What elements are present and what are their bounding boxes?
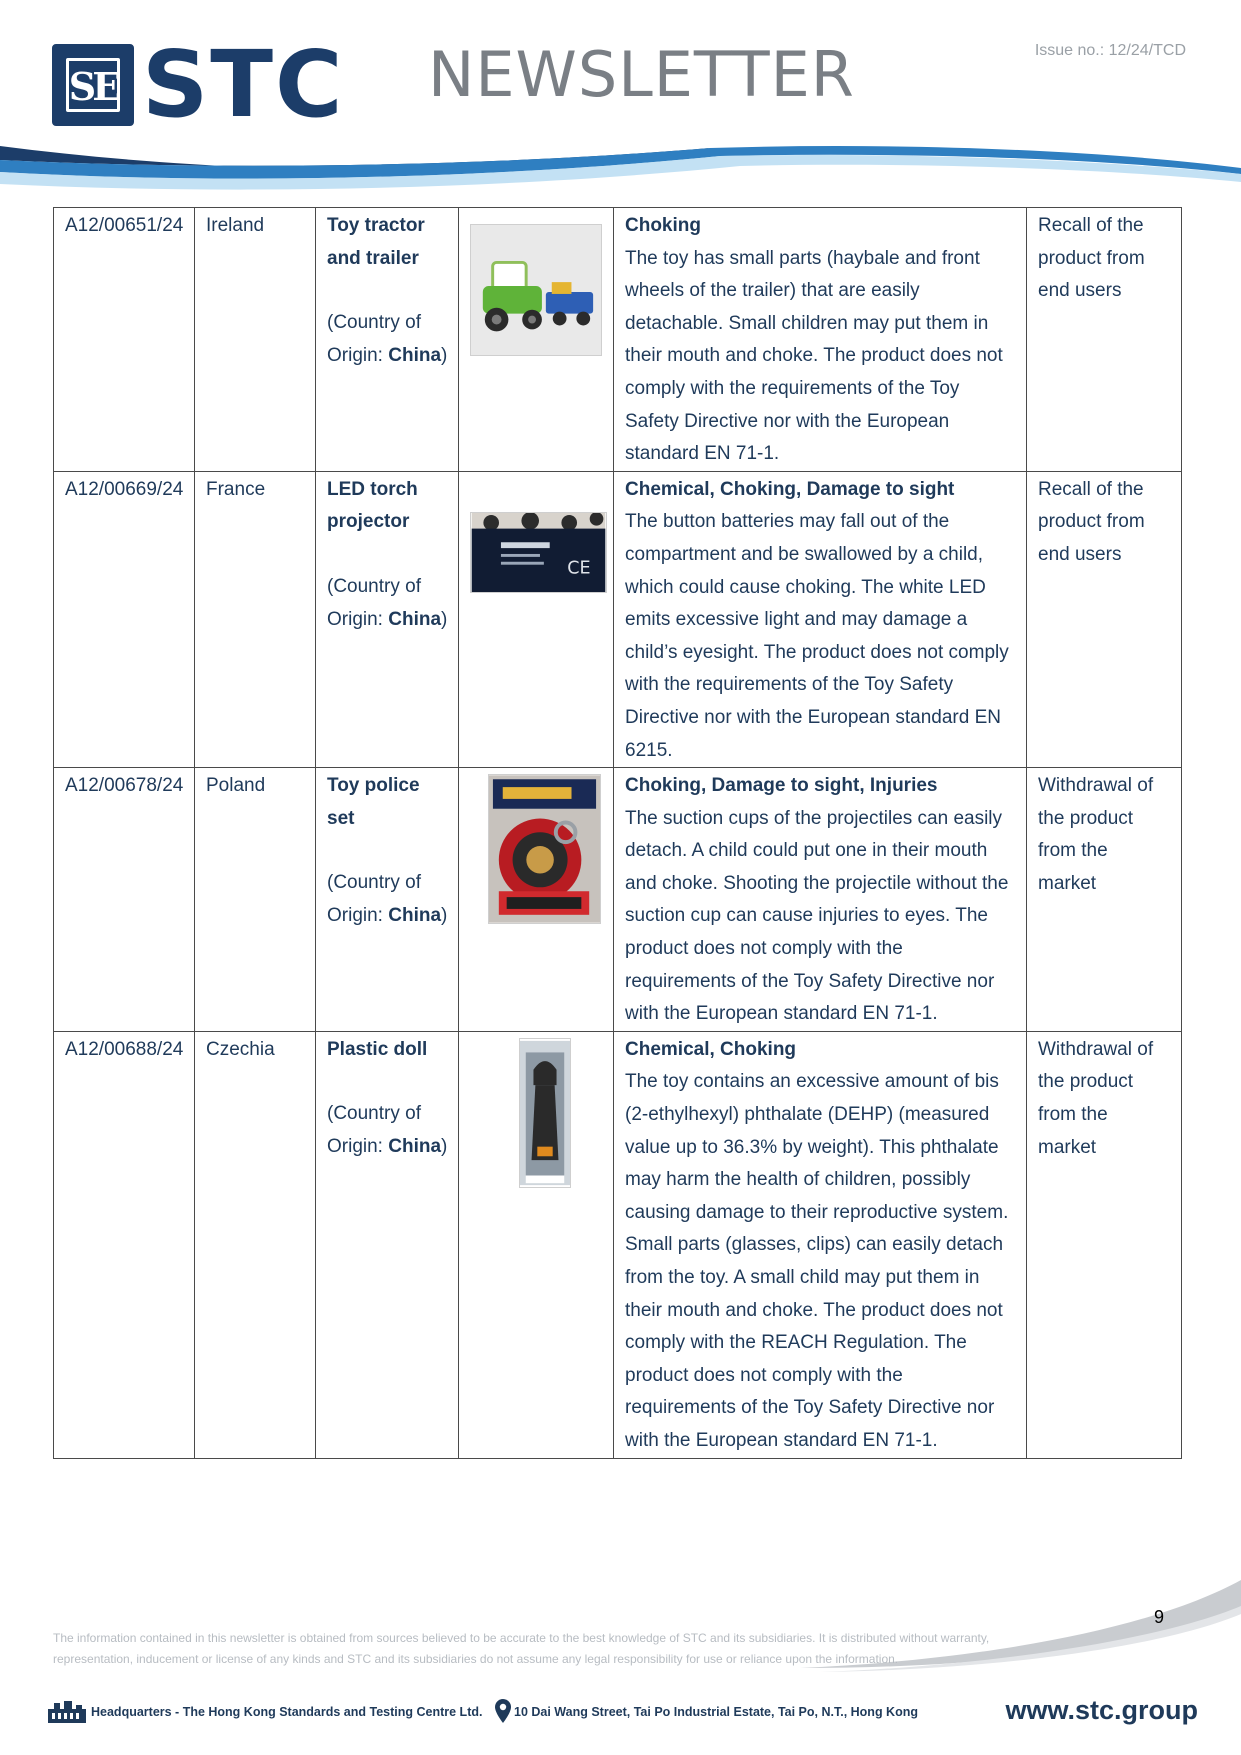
measure-taken: Recall of the product from end users <box>1027 471 1182 767</box>
risk-description: The suction cups of the projectiles can easily detach. A child could put one in their mouth and choke. Shooting the projectile without the suction cup can cause injuries to eyes. The product does not comply with the requirements of the Toy Safety Directive nor with the European standard EN 71-1. <box>625 807 1009 1025</box>
notification-id: A12/00669/24 <box>54 471 195 767</box>
page-number: 9 <box>1154 1607 1165 1627</box>
product-cell <box>316 471 459 767</box>
country-of-origin: (Country of Origin: China) <box>327 1103 448 1158</box>
newsletter-title: NEWSLETTER <box>428 38 855 111</box>
product-image-cell <box>459 1031 614 1458</box>
risk-cell <box>614 471 1027 767</box>
country-of-origin: (Country of Origin: China) <box>327 312 448 366</box>
risk-description: The toy has small parts (haybale and front wheels of the trailer) that are easily detachable. Small children may put them in their mouth and choke. The product does not comply with the requirements of the Toy Safety Directive nor with the European standard EN 71-1. <box>625 247 1003 465</box>
risk-cell <box>614 1031 1027 1458</box>
risk-type: Choking <box>625 215 701 236</box>
product-cell <box>316 768 459 1032</box>
product-name: Toy tractor and trailer <box>327 215 425 269</box>
risk-description: The toy contains an excessive amount of bis (2-ethylhexyl) phthalate (DEHP) (measured value up to 36.3% by weight). This phthalate may harm the health of children, possibly causing damage to their reproductive system. Small parts (glasses, clips) can easily detach from the toy. A small child may put them in their mouth and choke. The product does not comply with the REACH Regulation. The product does not comply with the requirements of the Toy Safety Directive nor with the European standard EN 71-1. <box>625 1071 1009 1451</box>
headquarters-text: Headquarters - The Hong Kong Standards and Testing Centre Ltd. <box>91 1705 483 1719</box>
stc-seal-logo-icon: SE <box>52 44 134 126</box>
table-row <box>54 208 1182 472</box>
notifying-country: Czechia <box>195 1031 316 1458</box>
product-name: LED torch projector <box>327 478 418 533</box>
table-row <box>54 1031 1182 1458</box>
logo-text: STC <box>142 31 345 138</box>
country-of-origin: (Country of Origin: China) <box>327 872 448 926</box>
notification-id: A12/00688/24 <box>54 1031 195 1458</box>
notification-id: A12/00678/24 <box>54 768 195 1032</box>
product-name: Toy police set <box>327 775 420 829</box>
table-row <box>54 471 1182 767</box>
notifying-country: France <box>195 471 316 767</box>
product-cell <box>316 1031 459 1458</box>
product-cell <box>316 208 459 472</box>
issue-number: Issue no.: 12/24/TCD <box>1034 42 1186 59</box>
measure-taken: Recall of the product from end users <box>1027 208 1182 472</box>
page-footer <box>48 1695 1198 1731</box>
recall-table <box>53 207 1182 1459</box>
svg-text:CE: CE <box>567 558 591 579</box>
page-header <box>0 0 1241 200</box>
risk-description: The button batteries may fall out of the compartment and be swallowed by a child, which could cause choking. The white LED emits excessive light and may damage a child’s eyesight. The product does not comply with the requirements of the Toy Safety Directive nor with the European standard EN 6215. <box>625 511 1009 761</box>
risk-type: Chemical, Choking, Damage to sight <box>625 478 955 500</box>
risk-cell <box>614 208 1027 472</box>
table-row <box>54 768 1182 1032</box>
country-of-origin: (Country of Origin: China) <box>327 575 448 630</box>
measure-taken: Withdrawal of the product from the market <box>1027 768 1182 1032</box>
risk-type: Choking, Damage to sight, Injuries <box>625 775 938 797</box>
product-image-cell <box>459 471 614 767</box>
notification-id: A12/00651/24 <box>54 208 195 472</box>
toy-police-set-photo-icon <box>488 774 601 924</box>
disclaimer: The information contained in this newsletter is obtained from sources believed to be accurate to the best knowledge of STC and its subsidiaries. It is distributed without warranty, representation, inducement or license of any kinds and STC and its subsidiaries do not assume any legal responsibility for use or reliance upon the information. <box>53 1631 990 1666</box>
address-text: 10 Dai Wang Street, Tai Po Industrial Estate, Tai Po, N.T., Hong Kong <box>514 1705 918 1719</box>
plastic-doll-photo-icon <box>519 1038 571 1188</box>
product-image-cell <box>459 208 614 472</box>
led-torch-projector-photo-icon <box>470 512 607 593</box>
building-icon <box>48 1701 86 1723</box>
product-name: Plastic doll <box>327 1038 428 1060</box>
risk-type: Chemical, Choking <box>625 1038 797 1060</box>
website-link[interactable]: www.stc.group <box>1005 1695 1198 1725</box>
stc-logo <box>52 31 345 138</box>
product-image-cell <box>459 768 614 1032</box>
toy-tractor-trailer-photo-icon <box>470 224 602 356</box>
location-pin-icon <box>495 1699 511 1723</box>
risk-cell <box>614 768 1027 1032</box>
notifying-country: Ireland <box>195 208 316 472</box>
measure-taken: Withdrawal of the product from the market <box>1027 1031 1182 1458</box>
notifying-country: Poland <box>195 768 316 1032</box>
header-swoosh <box>0 130 1241 200</box>
